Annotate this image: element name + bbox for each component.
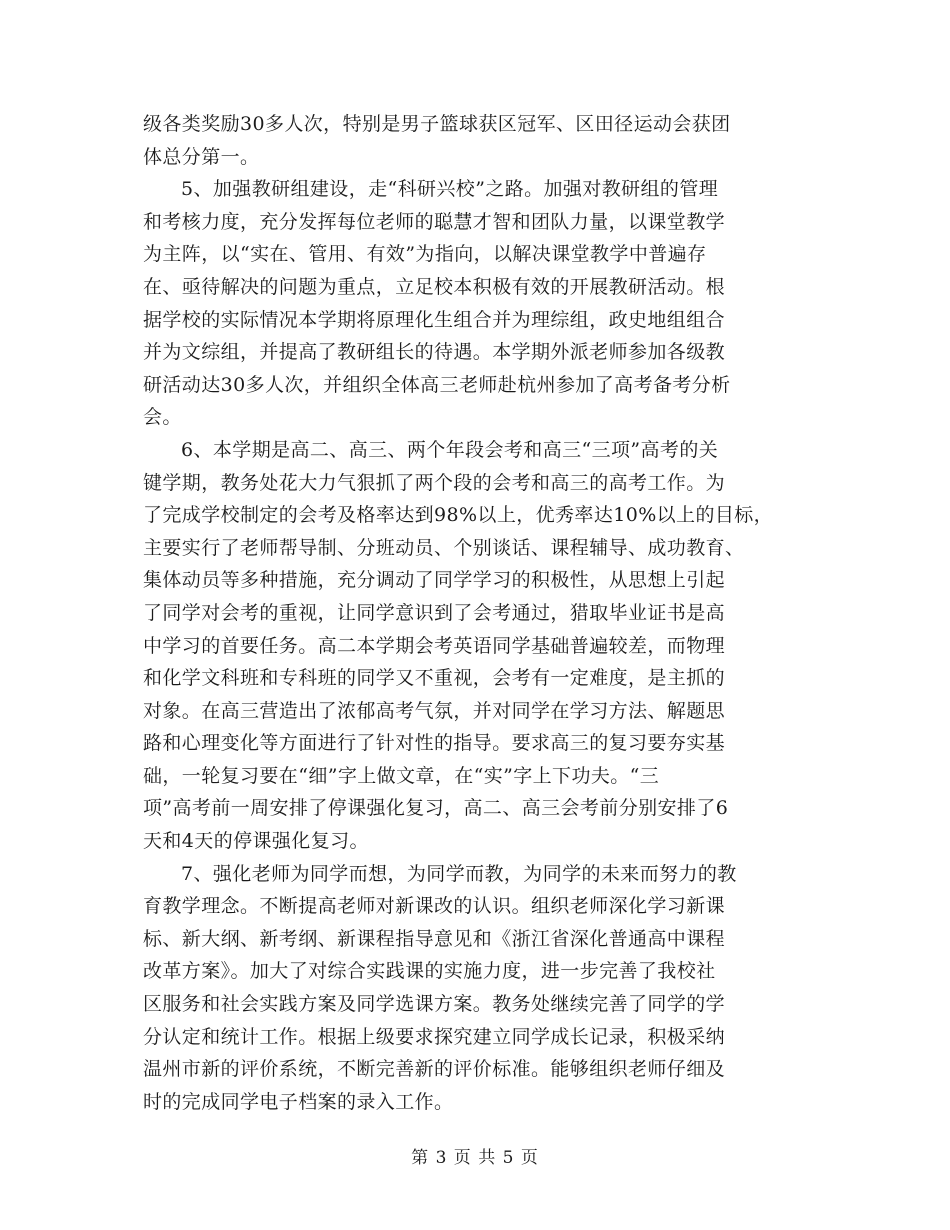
- text-line: 天和4天的停课强化复习。: [143, 830, 369, 853]
- text-line: 对象。在高三营造出了浓郁高考气氛，并对同学在学习方法、解题思: [143, 699, 726, 722]
- text-line: 在、亟待解决的问题为重点，立足校本积极有效的开展教研活动。根: [143, 275, 726, 298]
- text-line: 区服务和社会实践方案及同学选课方案。教务处继续完善了同学的学: [143, 993, 726, 1016]
- text-line: 时的完成同学电子档案的录入工作。: [143, 1090, 454, 1113]
- text-line: 温州市新的评价系统，不断完善新的评价标准。能够组织老师仔细及: [143, 1058, 726, 1081]
- text-line: 据学校的实际情况本学期将原理化生组合并为理综组，政史地组组合: [143, 308, 726, 331]
- text-line: 分认定和统计工作。根据上级要求探究建立同学成长记录，积极采纳: [143, 1025, 726, 1048]
- text-line: 和考核力度，充分发挥每位老师的聪慧才智和团队力量，以课堂教学: [143, 210, 726, 233]
- page-footer: 第 3 页 共 5 页: [411, 1148, 539, 1168]
- text-line: 级各类奖励30多人次，特别是男子篮球获区冠军、区田径运动会获团: [143, 113, 731, 135]
- text-line: 体总分第一。: [143, 145, 260, 168]
- text-line: 为主阵，以“实在、管用、有效”为指向，以解决课堂教学中普遍存: [143, 243, 707, 266]
- text-line: 主要实行了老师帮导制、分班动员、个别谈话、课程辅导、成功教育、: [143, 536, 745, 559]
- text-line: 路和心理变化等方面进行了针对性的指导。要求高三的复习要夯实基: [143, 732, 726, 755]
- text-line: 了同学对会考的重视，让同学意识到了会考通过，猎取毕业证书是高: [143, 601, 726, 624]
- text-line: 和化学文科班和专科班的同学又不重视，会考有一定难度，是主抓的: [143, 667, 726, 690]
- text-line: 础，一轮复习要在“细”字上做文章，在“实”字上下功夫。“三: [143, 764, 660, 787]
- text-line: 并为文综组，并提高了教研组长的待遇。本学期外派老师参加各级教: [143, 341, 726, 364]
- text-line: 7、强化老师为同学而想，为同学而教，为同学的未来而努力的教: [181, 862, 737, 885]
- text-line: 项”高考前一周安排了停课强化复习，高二、高三会考前分别安排了6: [143, 797, 729, 820]
- text-line: 育教学理念。不断提高老师对新课改的认识。组织老师深化学习新课: [143, 895, 726, 918]
- text-line: 5、加强教研组建设，走“科研兴校”之路。加强对教研组的管理: [181, 178, 719, 201]
- document-body: [143, 108, 807, 1118]
- text-line: 中学习的首要任务。高二本学期会考英语同学基础普遍较差，而物理: [143, 634, 726, 657]
- text-line: 标、新大纲、新考纲、新课程指导意见和《浙江省深化普通高中课程: [143, 927, 726, 950]
- text-line: 改革方案》。加大了对综合实践课的实施力度，进一步完善了我校社: [143, 960, 716, 983]
- text-line: 键学期，教务处花大力气狠抓了两个段的会考和高三的高考工作。为: [143, 471, 726, 494]
- text-line: 了完成学校制定的会考及格率达到98%以上，优秀率达10%以上的目标，: [143, 504, 774, 527]
- text-line: 研活动达30多人次，并组织全体高三老师赴杭州参加了高考备考分析: [143, 373, 731, 396]
- text-line: 集体动员等多种措施，充分调动了同学学习的积极性，从思想上引起: [143, 569, 726, 592]
- text-line: 会。: [143, 406, 182, 429]
- text-line: 6、本学期是高二、高三、两个年段会考和高三“三项”高考的关: [181, 438, 719, 461]
